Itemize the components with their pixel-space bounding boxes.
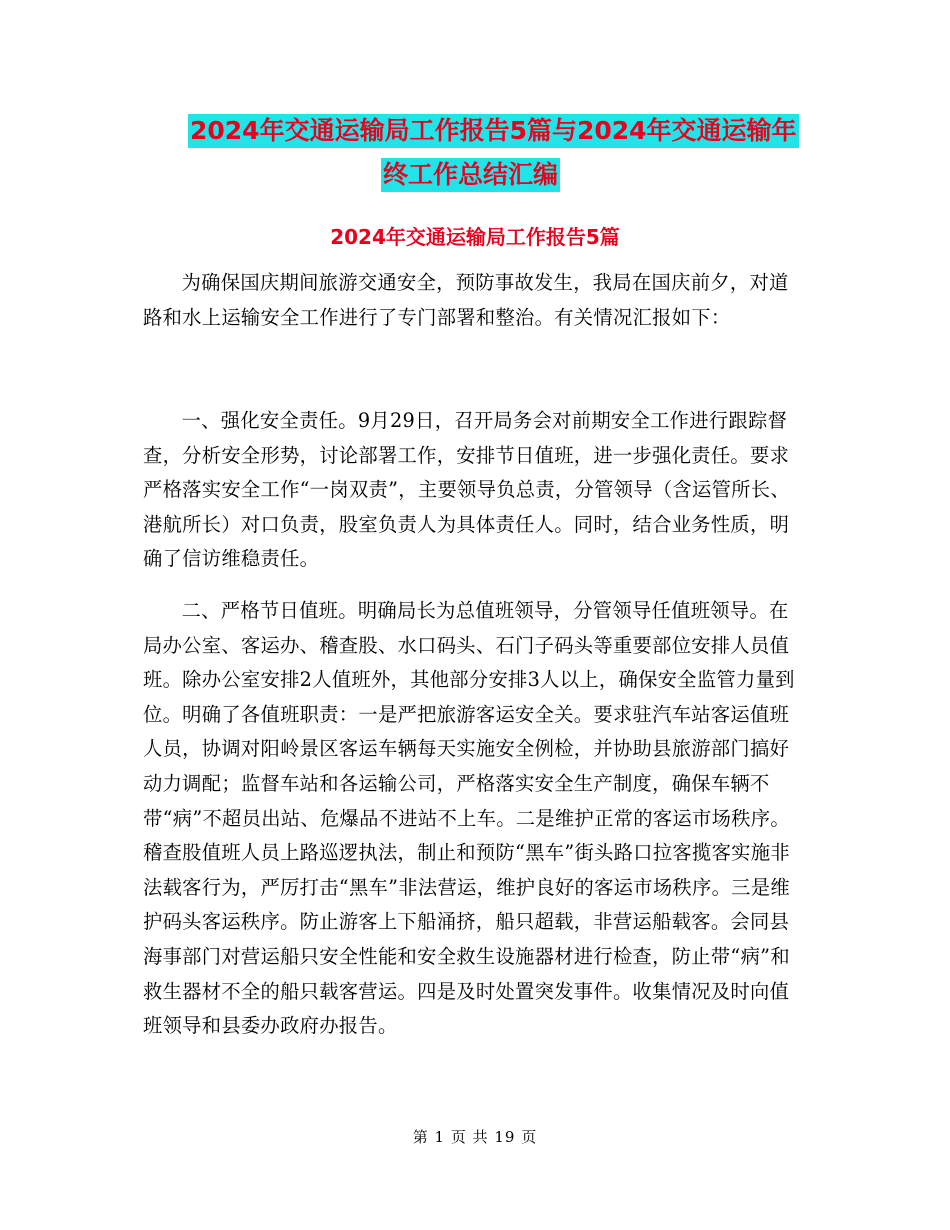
- document-title-line-2: 终工作总结汇编: [381, 158, 560, 192]
- document-title-line-1: 2024年交通运输局工作报告5篇与2024年交通运输年: [188, 114, 799, 148]
- paragraph-text: 一、强化安全责任。9月29日，召开局务会对前期安全工作进行跟踪督查，分析安全形势，讨论部署工作，安排节日值班，进一步强化责任。要求严格落实安全工作“一岗双责”，主要领导负总责，分管领导（含运管所长、港航所长）对口负责，股室负责人为具体责任人。同时，结合业务性质，明确了信访维稳责任。: [143, 409, 790, 571]
- page-number-footer: 第 1 页 共 19 页: [412, 1128, 538, 1146]
- section-heading: 2024年交通运输局工作报告5篇: [330, 225, 620, 249]
- paragraph-text: 二、严格节日值班。明确局长为总值班领导，分管领导任值班领导。在局办公室、客运办、稽查股、水口码头、石门子码头等重要部位安排人员值班。除办公室安排2人值班外，其他部分安排3人以上，确保安全监管力量到位。明确了各值班职责：一是严把旅游客运安全关。要求驻汽车站客运值班人员，协调对阳岭景区客运车辆每天实施安全例检，并协助县旅游部门搞好动力调配；监督车站和各运输公司，严格落实安全生产制度，确保车辆不带“病”不超员出站、危爆品不进站不上车。二是维护正常的客运市场秩序。稽查股值班人员上路巡逻执法，制止和预防“黑车”街头路口拉客揽客实施非法载客行为，严厉打击“黑车”非法营运，维护良好的客运市场秩序。三是维护码头客运秩序。防止游客上下船涌挤，船只超载，非营运船载客。会同县海事部门对营运船只安全性能和安全救生设施器材进行检查，防止带“病”和救生器材不全的船只载客营运。四是及时处置突发事件。收集情况及时向值班领导和县委办政府办报告。: [143, 599, 795, 1038]
- body-paragraph-holiday-duty: [143, 594, 805, 1044]
- paragraph-text: 为确保国庆期间旅游交通安全，预防事故发生，我局在国庆前夕，对道路和水上运输安全工作进行了专门部署和整治。有关情况汇报如下：: [143, 271, 789, 329]
- body-paragraph-safety-responsibility: [143, 404, 805, 577]
- body-paragraph-intro: [143, 266, 805, 335]
